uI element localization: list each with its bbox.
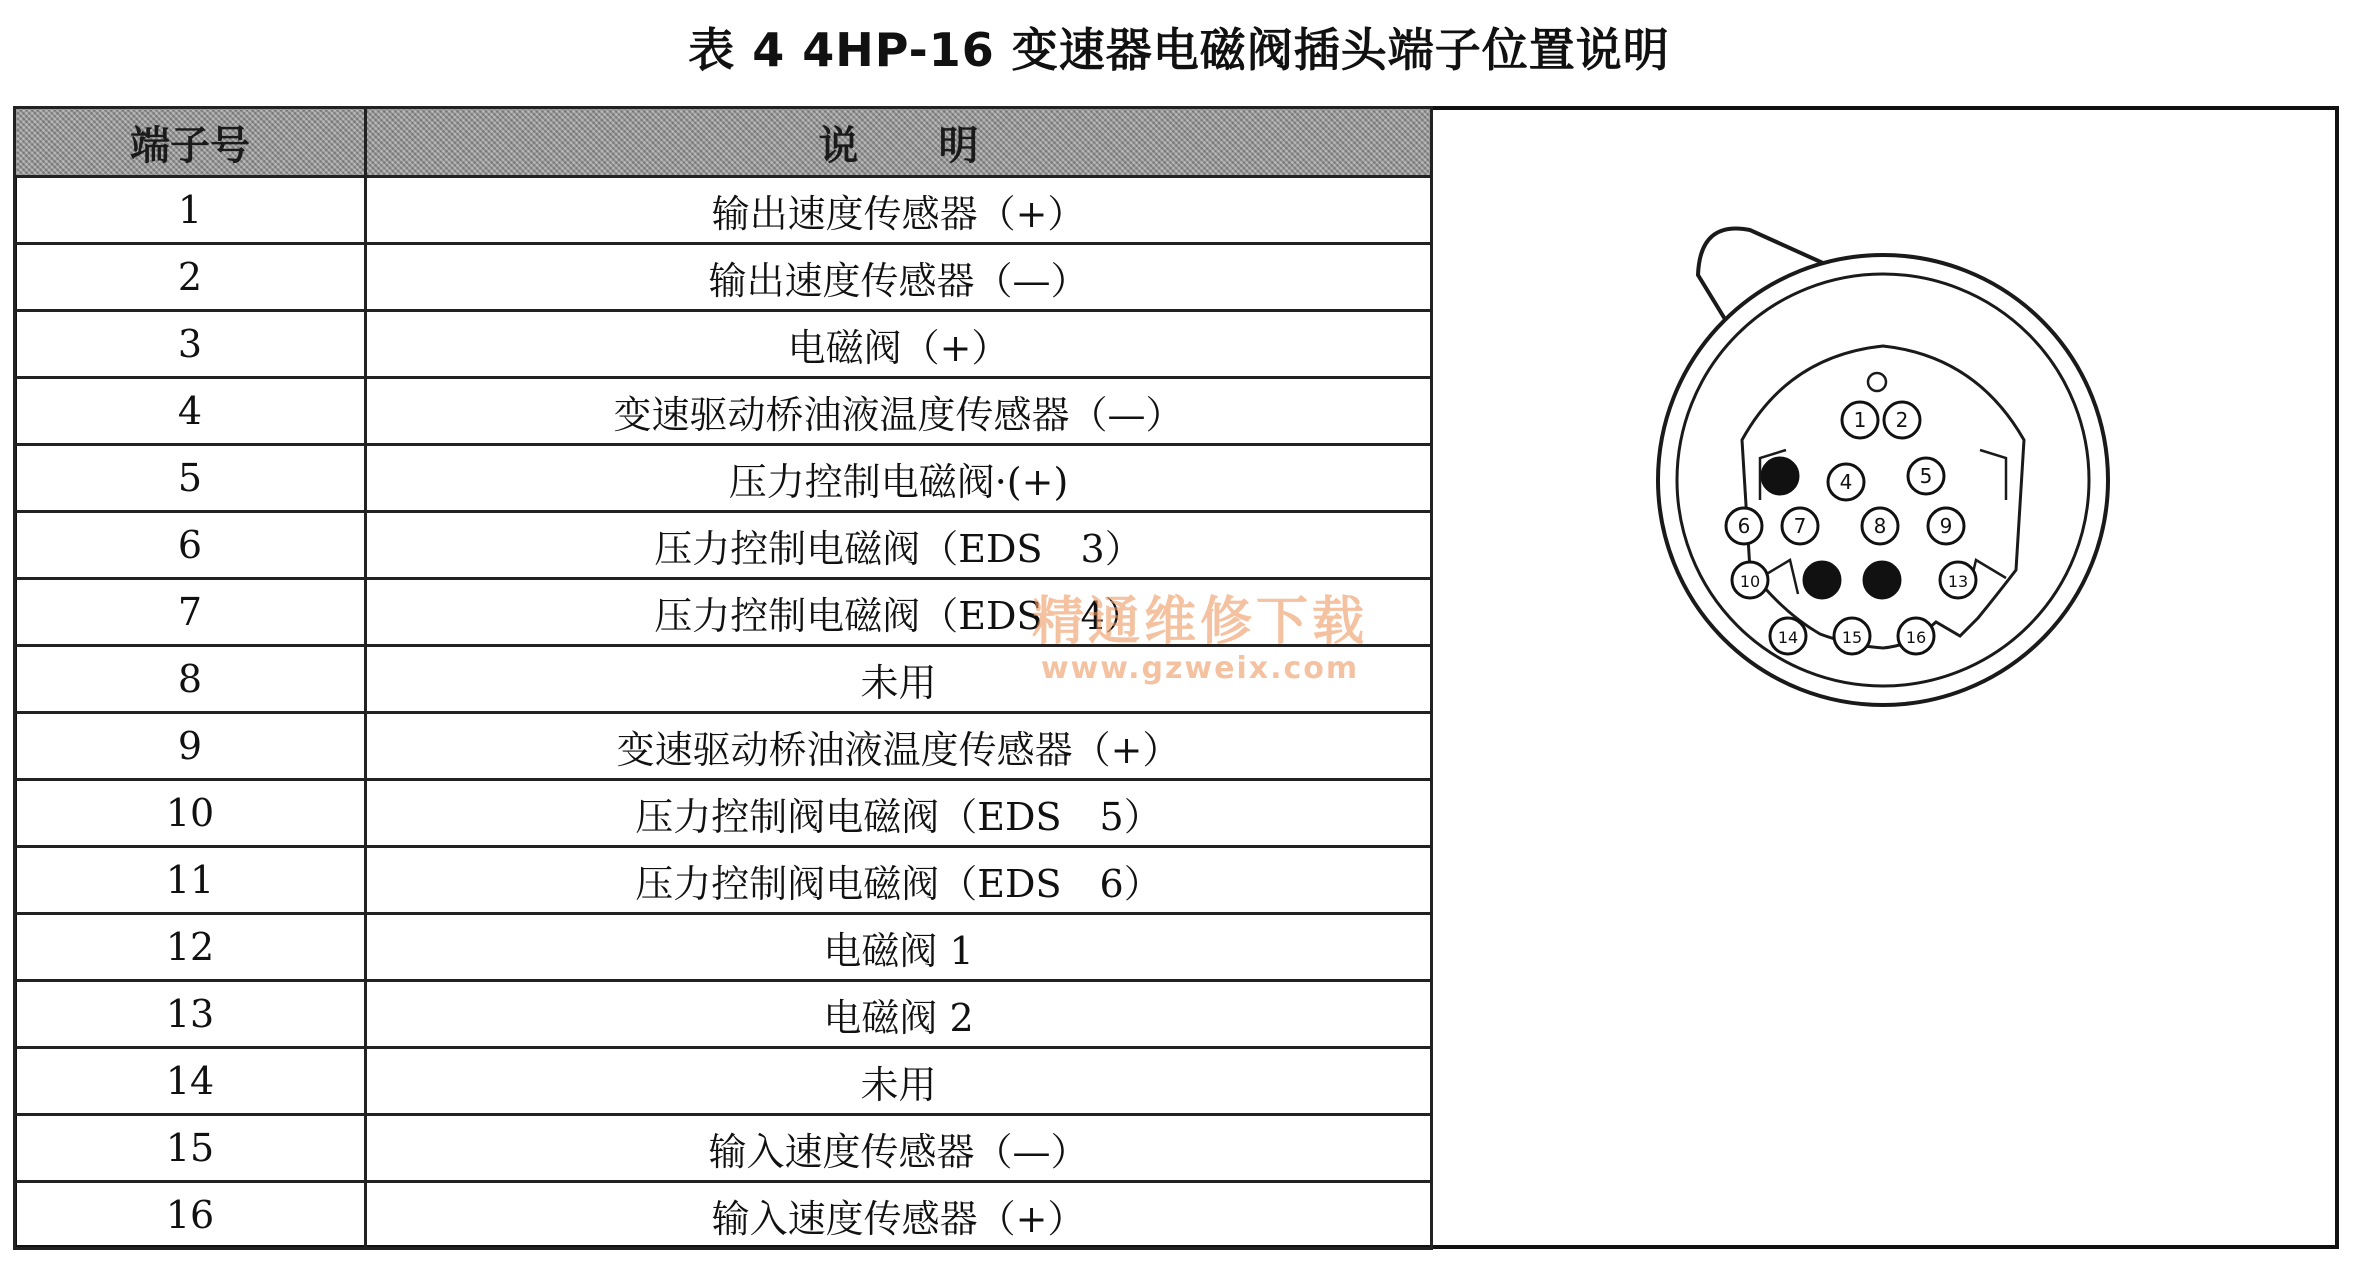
pin-description-cell: 输出速度传感器（—）	[366, 244, 1432, 311]
pin-number-cell: 13	[15, 981, 366, 1048]
connector-pin-label: 15	[1841, 628, 1863, 647]
pin-number-cell: 14	[15, 1048, 366, 1115]
connector-pin-11	[1804, 562, 1840, 598]
pin-description-cell: 压力控制电磁阀·(+)	[366, 445, 1432, 512]
pin-number-cell: 9	[15, 713, 366, 780]
table-header-row	[15, 108, 1432, 177]
table-row	[15, 1115, 1432, 1182]
pin-description-cell: 压力控制阀电磁阀（EDS 6）	[366, 847, 1432, 914]
pin-number-cell: 12	[15, 914, 366, 981]
table-row	[15, 981, 1432, 1048]
table-row	[15, 847, 1432, 914]
pin-description-cell: 压力控制电磁阀（EDS 3）	[366, 512, 1432, 579]
header-pin-number: 端子号	[15, 108, 366, 177]
pin-description-cell: 压力控制电磁阀（EDS 4）	[366, 579, 1432, 646]
pin-description-cell: 压力控制阀电磁阀（EDS 5）	[366, 780, 1432, 847]
connector-pin-label: 13	[1947, 572, 1969, 591]
connector-pin-label: 1	[1853, 408, 1867, 432]
pin-number-cell: 6	[15, 512, 366, 579]
header-description: 说 明	[366, 108, 1432, 177]
watermark-text: 精通维修下载	[1031, 592, 1368, 652]
table-row	[15, 1182, 1432, 1249]
table-row	[15, 512, 1432, 579]
connector-pin-label: 6	[1737, 514, 1751, 538]
pin-table	[13, 106, 1433, 1250]
pin-description-cell: 电磁阀 1	[366, 914, 1432, 981]
pin-description-cell: 变速驱动桥油液温度传感器（+）	[366, 713, 1432, 780]
connector-pin-label: 7	[1793, 514, 1807, 538]
connector-pin-3	[1762, 458, 1798, 494]
table-row	[15, 646, 1432, 713]
pin-number-cell: 1	[15, 177, 366, 244]
pin-description-cell: 变速驱动桥油液温度传感器（—）	[366, 378, 1432, 445]
table-row	[15, 378, 1432, 445]
pin-description-cell: 电磁阀 2	[366, 981, 1432, 1048]
pin-description-cell: 未用	[366, 646, 1432, 713]
pin-number-cell: 2	[15, 244, 366, 311]
connector-pin-label: 8	[1873, 514, 1887, 538]
connector-diagram	[1620, 180, 2140, 740]
pin-number-cell: 7	[15, 579, 366, 646]
connector-pin-label: 10	[1739, 572, 1761, 591]
table-row	[15, 445, 1432, 512]
table-row	[15, 311, 1432, 378]
table-row	[15, 244, 1432, 311]
pin-number-cell: 15	[15, 1115, 366, 1182]
pin-description-cell: 未用	[366, 1048, 1432, 1115]
table-title: 表 4 4HP-16 变速器电磁阀插头端子位置说明	[688, 23, 1670, 77]
connector-pin-label: 4	[1839, 470, 1853, 494]
pin-number-cell: 3	[15, 311, 366, 378]
pin-number-cell: 8	[15, 646, 366, 713]
pin-description-cell: 电磁阀（+）	[366, 311, 1432, 378]
table-row	[15, 1048, 1432, 1115]
pin-description-cell: 输入速度传感器（—）	[366, 1115, 1432, 1182]
pin-description-cell: 输出速度传感器（+）	[366, 177, 1432, 244]
pin-number-cell: 16	[15, 1182, 366, 1249]
pin-number-cell: 5	[15, 445, 366, 512]
connector-housing	[1658, 228, 2108, 705]
connector-pin-label: 5	[1919, 464, 1933, 488]
connector-pin-label: 9	[1939, 514, 1953, 538]
pin-number-cell: 10	[15, 780, 366, 847]
table-row	[15, 713, 1432, 780]
connector-pin-12	[1864, 562, 1900, 598]
connector-pin-label: 16	[1905, 628, 1927, 647]
connector-pin-label: 2	[1895, 408, 1909, 432]
watermark-url: www.gzweix.com	[1040, 651, 1360, 686]
table-row	[15, 177, 1432, 244]
table-row	[15, 579, 1432, 646]
pin-number-cell: 4	[15, 378, 366, 445]
table-row	[15, 914, 1432, 981]
pin-number-cell: 11	[15, 847, 366, 914]
connector-pin-label: 14	[1777, 628, 1799, 647]
table-row	[15, 780, 1432, 847]
pin-description-cell: 输入速度传感器（+）	[366, 1182, 1432, 1249]
